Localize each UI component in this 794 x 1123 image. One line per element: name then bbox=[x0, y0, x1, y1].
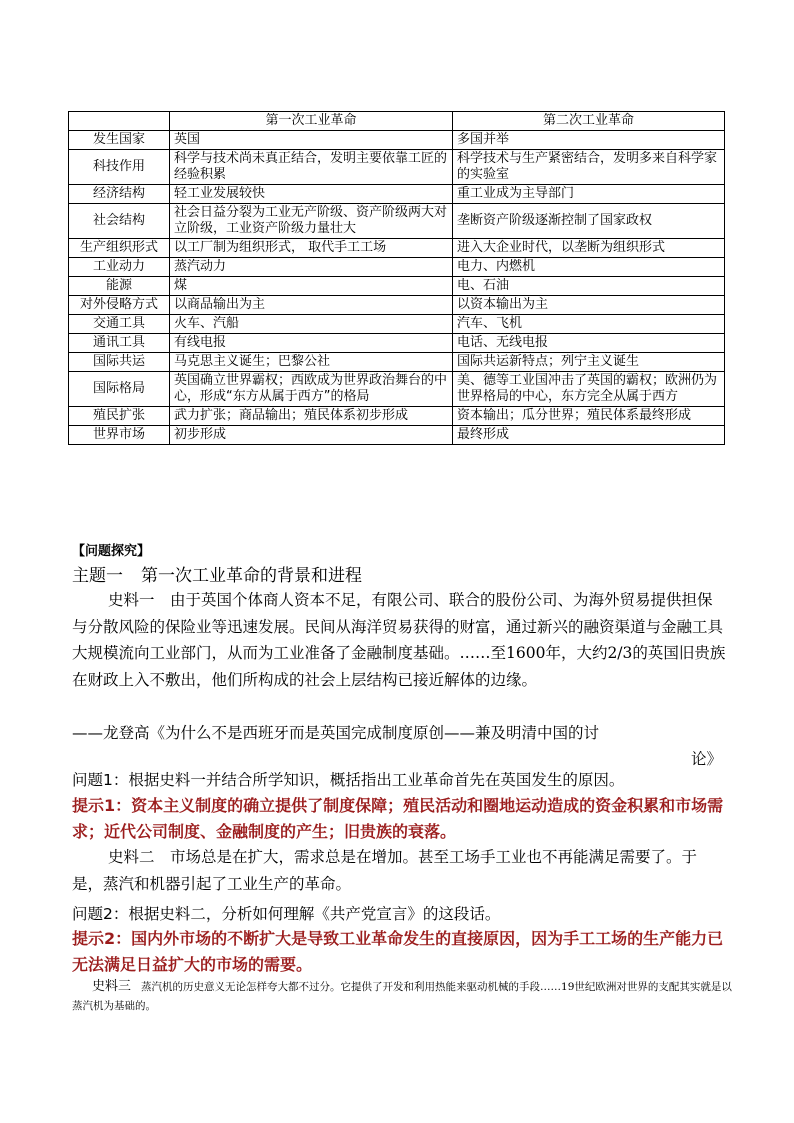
table-row bbox=[69, 150, 725, 185]
source-three-paragraph bbox=[72, 977, 732, 1016]
source-one-text: 由于英国个体商人资本不足，有限公司、联合的股份公司、为海外贸易提供担保与分散风险的保险业等迅速发展。民间从海洋贸易获得的财富，通过新兴的融资渠道与金融工具大规模流向工业部门，从而为工业准备了金融制度基础。……至1600年，大约2/3的英国旧贵族在财政上入不敷出，他们所构成的社会上层结构已接近解体的边缘。 bbox=[72, 591, 726, 689]
theme-heading bbox=[72, 561, 362, 586]
source-one-label: 史料一 bbox=[108, 591, 155, 609]
first-revolution-cell: 英国 bbox=[170, 131, 453, 150]
citation-line-2: 论》 bbox=[690, 750, 722, 768]
source-one-paragraph bbox=[72, 587, 728, 693]
theme-title: 第一次工业革命的背景和进程 bbox=[141, 566, 362, 586]
second-revolution-cell: 垄断资产阶级逐渐控制了国家政权 bbox=[453, 204, 725, 239]
first-revolution-cell: 以工厂制为组织形式， 取代手工工场 bbox=[170, 239, 453, 258]
table-row bbox=[69, 185, 725, 204]
table-row bbox=[69, 204, 725, 239]
first-revolution-cell: 马克思主义诞生；巴黎公社 bbox=[170, 353, 453, 372]
table-header-cell: 第二次工业革命 bbox=[453, 112, 725, 131]
first-revolution-cell: 蒸汽动力 bbox=[170, 258, 453, 277]
table-row bbox=[69, 277, 725, 296]
source-three-label: 史料三 bbox=[92, 979, 132, 994]
table-row bbox=[69, 334, 725, 353]
second-revolution-cell: 电力、内燃机 bbox=[453, 258, 725, 277]
question-two: 问题2：根据史料二，分析如何理解《共产党宣言》的这段话。 bbox=[72, 905, 501, 923]
row-label: 殖民扩张 bbox=[69, 407, 170, 426]
first-revolution-cell: 以商品输出为主 bbox=[170, 296, 453, 315]
row-label: 发生国家 bbox=[69, 131, 170, 150]
question-one: 问题1：根据史料一并结合所学知识，概括指出工业革命首先在英国发生的原因。 bbox=[72, 771, 625, 789]
first-revolution-cell: 社会日益分裂为工业无产阶级、资产阶级两大对立阶级，工业资产阶级力量壮大 bbox=[170, 204, 453, 239]
table-row bbox=[69, 315, 725, 334]
row-label: 生产组织形式 bbox=[69, 239, 170, 258]
second-revolution-cell: 汽车、飞机 bbox=[453, 315, 725, 334]
first-revolution-cell: 英国确立世界霸权；西欧成为世界政治舞台的中心，形成“东方从属于西方”的格局 bbox=[170, 372, 453, 407]
first-revolution-cell: 火车、汽船 bbox=[170, 315, 453, 334]
second-revolution-cell: 资本输出；瓜分世界；殖民体系最终形成 bbox=[453, 407, 725, 426]
row-label: 通讯工具 bbox=[69, 334, 170, 353]
table-header-row bbox=[69, 112, 725, 131]
source-two-paragraph bbox=[72, 844, 728, 897]
hint-two: 提示2：国内外市场的不断扩大是导致工业革命发生的直接原因，因为手工工场的生产能力已无法满足日益扩大的市场的需要。 bbox=[72, 929, 724, 974]
second-revolution-cell: 最终形成 bbox=[453, 426, 725, 445]
second-revolution-cell: 多国并举 bbox=[453, 131, 725, 150]
hint-one: 提示1：资本主义制度的确立提供了制度保障；殖民活动和圈地运动造成的资金积累和市场需求；近代公司制度、金融制度的产生；旧贵族的衰落。 bbox=[72, 796, 724, 841]
table-header-cell: 第一次工业革命 bbox=[170, 112, 453, 131]
first-revolution-cell: 轻工业发展较快 bbox=[170, 185, 453, 204]
second-revolution-cell: 国际共运新特点；列宁主义诞生 bbox=[453, 353, 725, 372]
theme-label: 主题一 bbox=[72, 566, 123, 586]
row-label: 工业动力 bbox=[69, 258, 170, 277]
row-label: 交通工具 bbox=[69, 315, 170, 334]
table-row bbox=[69, 296, 725, 315]
table-row bbox=[69, 131, 725, 150]
table-header-cell bbox=[69, 112, 170, 131]
source-three-text: 蒸汽机的历史意义无论怎样夸大都不过分。它提供了开发和利用热能来驱动机械的手段……19世纪欧洲对世界的支配其实就是以蒸汽机为基础的。 bbox=[72, 981, 732, 1012]
first-revolution-cell: 初步形成 bbox=[170, 426, 453, 445]
table-row bbox=[69, 407, 725, 426]
table-row bbox=[69, 372, 725, 407]
second-revolution-cell: 美、德等工业国冲击了英国的霸权；欧洲仍为世界格局的中心，东方完全从属于西方 bbox=[453, 372, 725, 407]
citation-line-1: ——龙登高《为什么不是西班牙而是英国完成制度原创——兼及明清中国的讨 bbox=[72, 724, 600, 742]
table-row bbox=[69, 426, 725, 445]
first-revolution-cell: 科学与技术尚未真正结合，发明主要依靠工匠的经验积累 bbox=[170, 150, 453, 185]
source-two-text: 市场总是在扩大，需求总是在增加。甚至工场手工业也不再能满足需要了。于是，蒸汽和机器引起了工业生产的革命。 bbox=[72, 848, 698, 893]
table-row bbox=[69, 258, 725, 277]
first-revolution-cell: 武力扩张；商品输出；殖民体系初步形成 bbox=[170, 407, 453, 426]
second-revolution-cell: 以资本输出为主 bbox=[453, 296, 725, 315]
second-revolution-cell: 科学技术与生产紧密结合，发明多来自科学家的实验室 bbox=[453, 150, 725, 185]
row-label: 对外侵略方式 bbox=[69, 296, 170, 315]
row-label: 国际共运 bbox=[69, 353, 170, 372]
first-revolution-cell: 有线电报 bbox=[170, 334, 453, 353]
second-revolution-cell: 进入大企业时代，以垄断为组织形式 bbox=[453, 239, 725, 258]
row-label: 世界市场 bbox=[69, 426, 170, 445]
comparison-table bbox=[68, 111, 725, 445]
second-revolution-cell: 电话、无线电报 bbox=[453, 334, 725, 353]
section-tag: 【问题探究】 bbox=[72, 544, 151, 559]
row-label: 国际格局 bbox=[69, 372, 170, 407]
table-row bbox=[69, 353, 725, 372]
row-label: 社会结构 bbox=[69, 204, 170, 239]
citation bbox=[72, 720, 728, 772]
second-revolution-cell: 电、石油 bbox=[453, 277, 725, 296]
row-label: 能源 bbox=[69, 277, 170, 296]
table-row bbox=[69, 239, 725, 258]
first-revolution-cell: 煤 bbox=[170, 277, 453, 296]
row-label: 科技作用 bbox=[69, 150, 170, 185]
row-label: 经济结构 bbox=[69, 185, 170, 204]
second-revolution-cell: 重工业成为主导部门 bbox=[453, 185, 725, 204]
source-two-label: 史料二 bbox=[108, 848, 155, 866]
